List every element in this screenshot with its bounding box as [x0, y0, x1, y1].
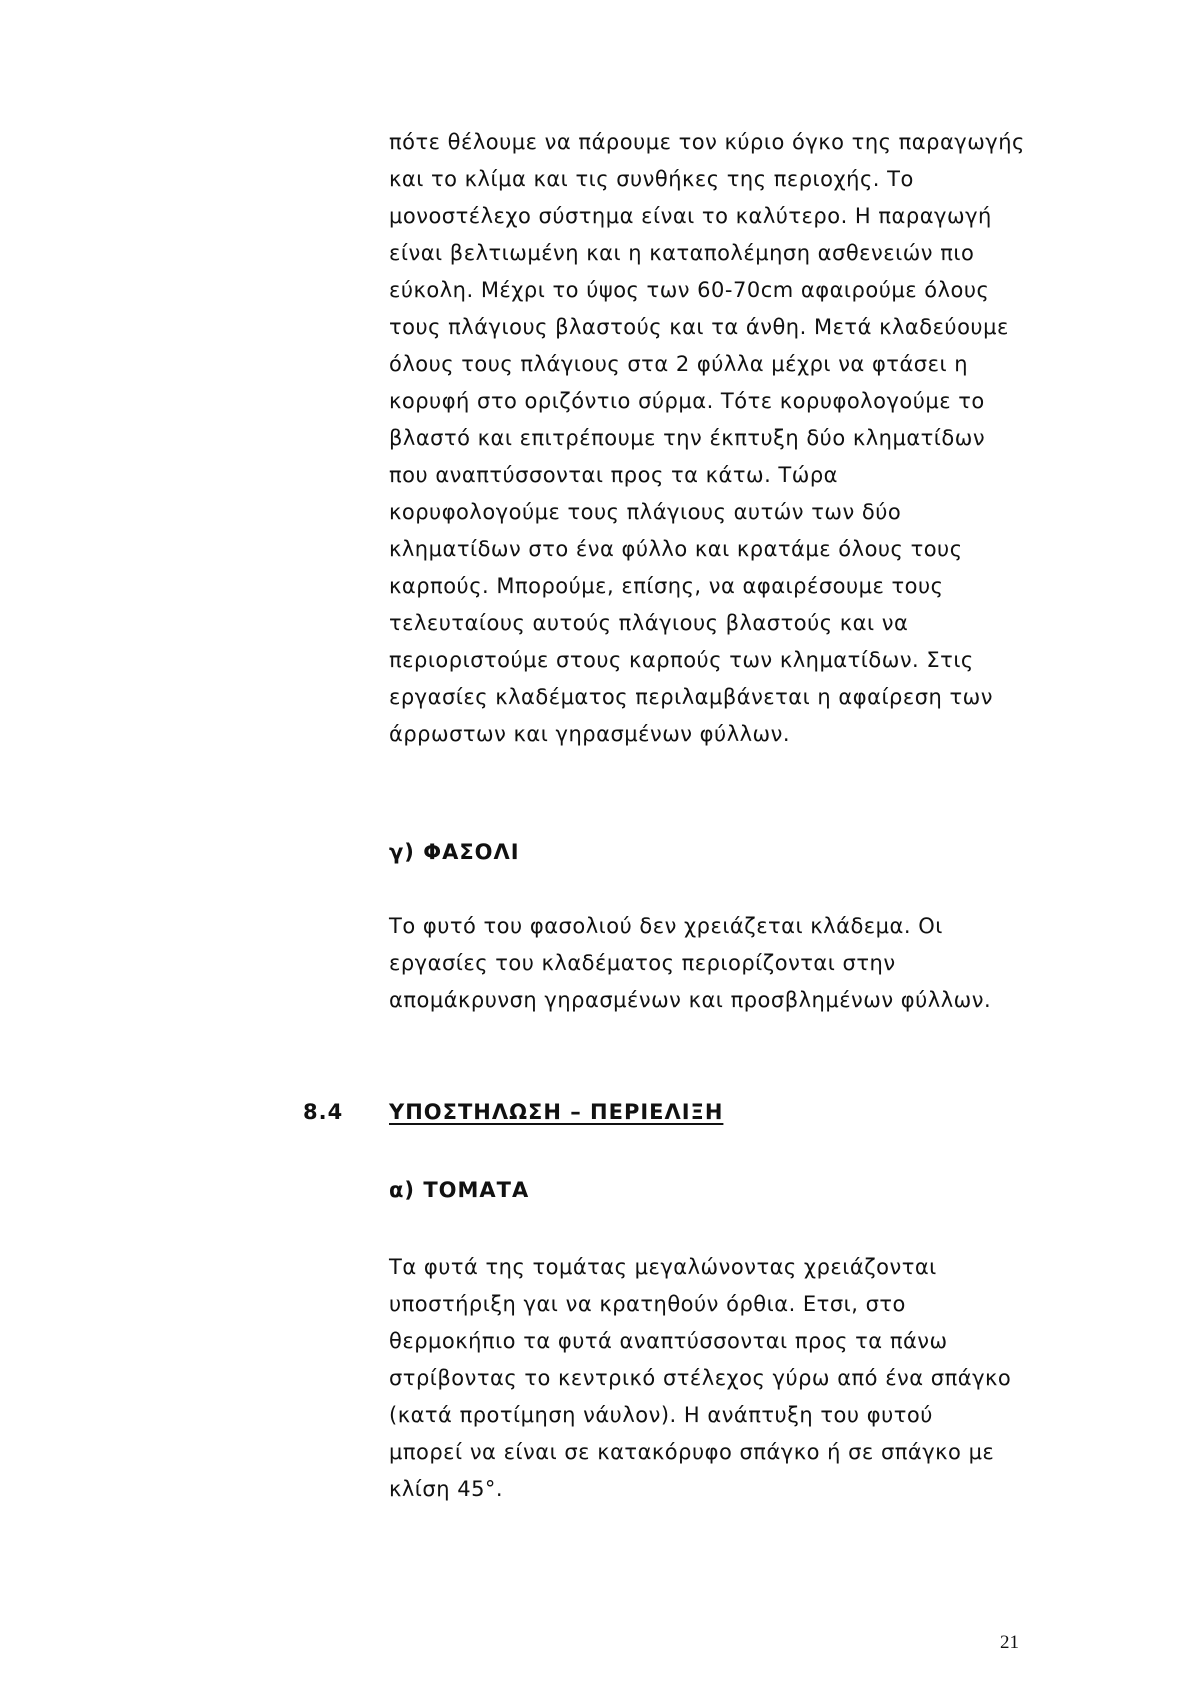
text-line: κληματίδων στο ένα φύλλο και κρατάμε όλους τους	[389, 537, 963, 561]
paragraph-tomato-support	[389, 1249, 1049, 1508]
text-line: κλίση 45°.	[389, 1477, 504, 1501]
text-line: πότε θέλουμε να πάρουμε τον κύριο όγκο της παραγωγής	[389, 130, 1025, 154]
text-line: μπορεί να είναι σε κατακόρυφο σπάγκο ή σε σπάγκο με	[389, 1440, 995, 1464]
text-line: τελευταίους αυτούς πλάγιους βλαστούς και να	[389, 611, 909, 635]
text-line: είναι βελτιωμένη και η καταπολέμηση ασθενειών πιο	[389, 241, 975, 265]
text-line: εργασίες του κλαδέματος περιορίζονται στην	[389, 951, 896, 975]
text-line: περιοριστούμε στους καρπούς των κληματίδων. Στις	[389, 648, 974, 672]
subheading-bean: γ) ΦΑΣΟΛΙ	[389, 840, 520, 864]
text-line: άρρωστων και γηρασμένων φύλλων.	[389, 722, 791, 746]
subheading-tomato: α) ΤΟΜΑΤΑ	[389, 1178, 530, 1202]
section-number: 8.4	[303, 1100, 344, 1124]
text-line: κορυφολογούμε τους πλάγιους αυτών των δύο	[389, 500, 902, 524]
text-line: κορυφή στο οριζόντιο σύρμα. Τότε κορυφολογούμε το	[389, 389, 985, 413]
section-title: ΥΠΟΣΤΗΛΩΣΗ – ΠΕΡΙΕΛΙΞΗ	[389, 1100, 724, 1124]
text-line: καρπούς. Μπορούμε, επίσης, να αφαιρέσουμε τους	[389, 574, 944, 598]
text-line: στρίβοντας το κεντρικό στέλεχος γύρω από ένα σπάγκο	[389, 1366, 1012, 1390]
text-line: τους πλάγιους βλαστούς και τα άνθη. Μετά κλαδεύουμε	[389, 315, 1009, 339]
text-line: Το φυτό του φασολιού δεν χρειάζεται κλάδεμα. Οι	[389, 914, 943, 938]
paragraph-bean	[389, 908, 1049, 1019]
text-line: μονοστέλεχο σύστημα είναι το καλύτερο. Η παραγωγή	[389, 204, 992, 228]
page-number: 21	[1000, 1632, 1019, 1653]
section-heading	[303, 1100, 723, 1124]
text-line: (κατά προτίμηση νάυλον). Η ανάπτυξη του φυτού	[389, 1403, 933, 1427]
text-line: και το κλίμα και τις συνθήκες της περιοχής. Το	[389, 167, 914, 191]
text-line: βλαστό και επιτρέπουμε την έκπτυξη δύο κληματίδων	[389, 426, 986, 450]
text-line: απομάκρυνση γηρασμένων και προσβλημένων φύλλων.	[389, 988, 992, 1012]
paragraph-pruning-tomato	[389, 124, 1049, 753]
text-line: υποστήριξη γαι να κρατηθούν όρθια. Ετσι, στο	[389, 1292, 906, 1316]
text-line: εύκολη. Μέχρι το ύψος των 60-70cm αφαιρούμε όλους	[389, 278, 990, 302]
text-line: εργασίες κλαδέματος περιλαμβάνεται η αφαίρεση των	[389, 685, 993, 709]
text-line: όλους τους πλάγιους στα 2 φύλλα μέχρι να φτάσει η	[389, 352, 969, 376]
text-line: θερμοκήπιο τα φυτά αναπτύσσονται προς τα πάνω	[389, 1329, 948, 1353]
text-line: που αναπτύσσονται προς τα κάτω. Τώρα	[389, 463, 839, 487]
text-line: Τα φυτά της τομάτας μεγαλώνοντας χρειάζονται	[389, 1255, 937, 1279]
